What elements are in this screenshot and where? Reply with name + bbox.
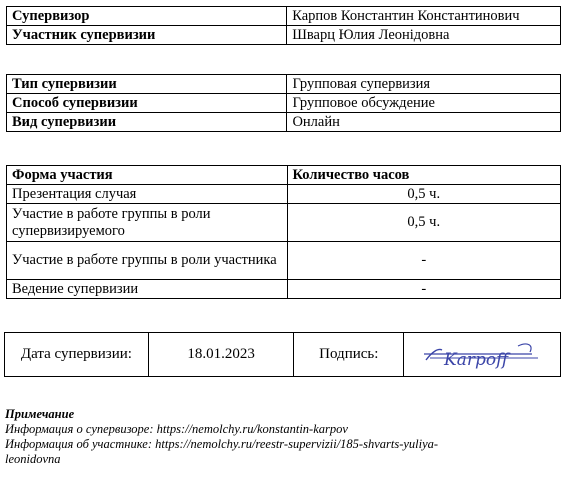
table-row — [7, 7, 561, 26]
type-label: Тип супервизии — [7, 75, 287, 94]
table-row — [7, 113, 561, 132]
supervisor-label: Супервизор — [7, 7, 287, 26]
svg-text:Karpoff: Karpoff — [444, 349, 509, 370]
table-row — [7, 280, 561, 299]
hours-cell: 0,5 ч. — [287, 185, 561, 204]
signature-cell — [404, 333, 561, 377]
method-value: Групповое обсуждение — [287, 94, 561, 113]
kind-label: Вид супервизии — [7, 113, 287, 132]
signature-label: Подпись: — [294, 333, 404, 377]
signature-image — [422, 338, 542, 372]
participant-label: Участник супервизии — [7, 26, 287, 45]
column-header-hours: Количество часов — [287, 166, 561, 185]
type-value: Групповая супервизия — [287, 75, 561, 94]
supervisor-value: Карпов Константин Константинович — [287, 7, 561, 26]
column-header-form: Форма участия — [7, 166, 288, 185]
supervision-type-table — [6, 74, 561, 132]
table-row — [7, 26, 561, 45]
kind-value: Онлайн — [287, 113, 561, 132]
table-row — [7, 185, 561, 204]
note-supervisor-link[interactable]: Информация о супервизоре: https://nemolchy.ru/konstantin-karpov — [5, 422, 348, 436]
date-label: Дата супервизии: — [5, 333, 149, 377]
note-participant-link-continued[interactable]: leonidovna — [5, 452, 61, 466]
table-row — [5, 333, 561, 377]
table-row — [7, 242, 561, 280]
table-row — [7, 204, 561, 242]
date-signature-table — [4, 332, 561, 377]
participant-value: Шварц Юлия Леонідовна — [287, 26, 561, 45]
table-row — [7, 94, 561, 113]
date-value: 18.01.2023 — [148, 333, 294, 377]
hours-cell: - — [287, 242, 561, 280]
table-row — [7, 75, 561, 94]
note-participant-link[interactable]: Информация об участнике: https://nemolchy.ru/reestr-supervizii/185-shvarts-yuliya- — [5, 437, 439, 451]
hours-cell: 0,5 ч. — [287, 204, 561, 242]
form-cell: Участие в работе группы в роли участника — [7, 242, 288, 280]
hours-cell: - — [287, 280, 561, 299]
form-cell: Участие в работе группы в роли супервизируемого — [7, 204, 288, 242]
form-cell: Ведение супервизии — [7, 280, 288, 299]
method-label: Способ супервизии — [7, 94, 287, 113]
participation-hours-table — [6, 165, 561, 299]
table-header-row — [7, 166, 561, 185]
supervisor-info-table — [6, 6, 561, 45]
note-title: Примечание — [5, 407, 75, 421]
form-cell: Презентация случая — [7, 185, 288, 204]
